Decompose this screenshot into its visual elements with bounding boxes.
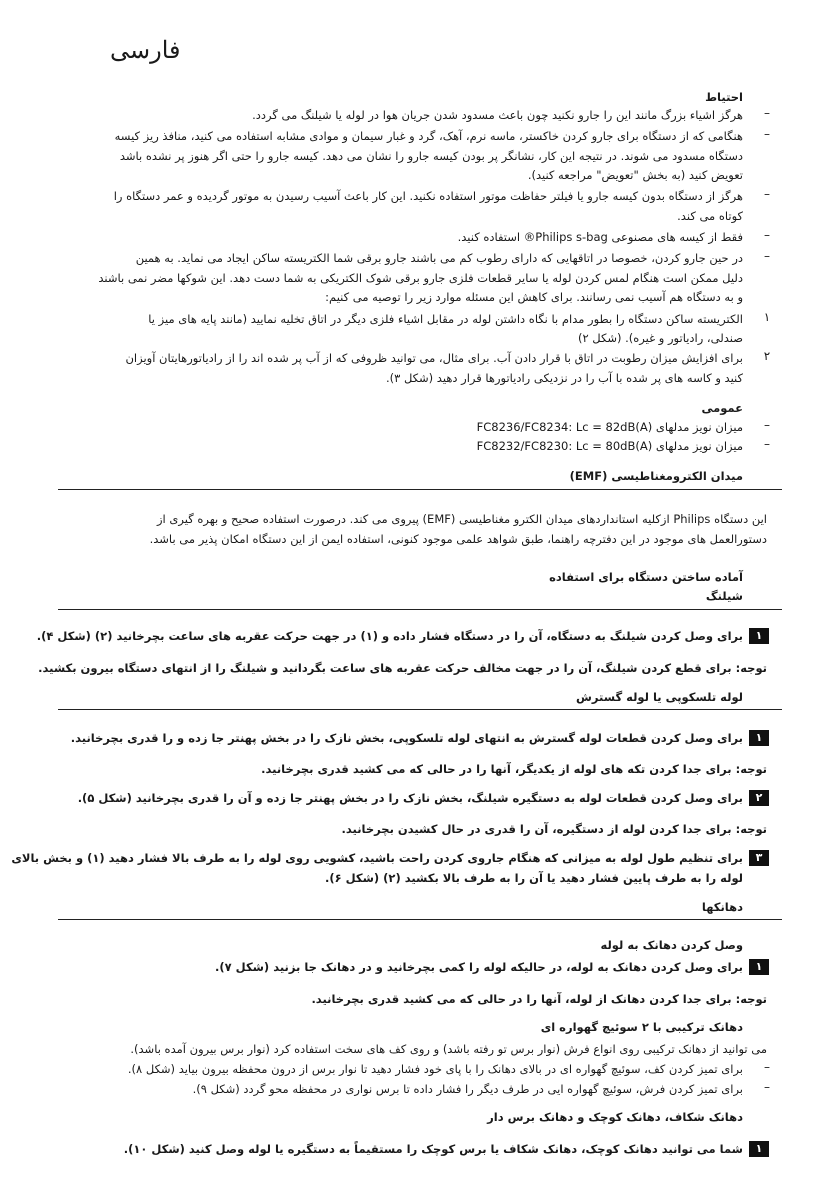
note-text: توجه: برای جدا کردن دهانک از لوله، آنها را در حالی که می کشید قدری بچرخانید. [311,992,767,1006]
step-number: ۳ [749,850,769,866]
note-text: توجه: برای قطع کردن شیلنگ، آن را در جهت مخالف حرکت عقربه های ساعت بگردانید و شیلنگ را از انتهای دستگاه بیرون بکشید. [38,661,767,675]
caution-text: کوتاه می کند. [677,209,743,223]
caution-text: صندلی، رادیاتور و غیره). (شکل ۲) [577,331,743,345]
caution-text: هرگز از دستگاه بدون کیسه جارو یا فیلتر حفاظت موتور استفاده نکنید. این کار باعث آسیب رسیدن به موتور گردیده و عمر دستگاه را [113,189,743,203]
list-marker: – [764,187,770,201]
combo-item-text: برای تمیز کردن فرش، سوئیچ گهواره ایی در طرف دیگر را فشار داده تا برس نواری در محفظه محو گردد (شکل ۹). [192,1082,743,1096]
connect-nozzle-heading: وصل کردن دهانک به لوله [600,938,743,952]
step-number: ۱ [749,730,769,746]
language-title: فارسی [110,36,181,64]
step-number: ۲ [749,790,769,806]
note-text: توجه: برای جدا کردن لوله از دستگیره، آن را قدری در حال کشیدن بچرخانید. [341,822,767,836]
step-text: لوله را به طرف پایین فشار دهید یا آن را به طرف بالا بکشید (۲) (شکل ۶). [324,871,743,885]
caution-heading: احتیاط [705,90,743,104]
list-marker: – [764,127,770,141]
prepare-heading: آماده ساختن دستگاه برای استفاده [549,570,743,584]
caution-text: دستگاه مسدود می شوند. در نتیجه این کار، نشانگر پر بودن کیسه جارو را نشان می دهد. کیسه جارو را حتی اگر هنوز پر نشده باشد [119,149,743,163]
list-marker: ۲ [763,349,771,363]
tube-heading: لوله تلسکوپی یا لوله گسترش [576,690,743,704]
caution-text: دلیل ممکن است هنگام لمس کردن لوله یا سایر قطعات فلزی جارو برقی شوک الکتریکی به شما دست دهد. این شوکها مضر نمی باشند [98,271,743,285]
caution-text: در حین جارو کردن، خصوصا در اتاقهایی که دارای رطوب کم می باشند جارو برقی شما الکتریسته ساکن ایجاد می نماید. به همین [135,251,743,265]
crevice-nozzle-heading: دهانک شکاف، دهانک کوچک و دهانک برس دار [487,1110,743,1124]
general-heading: عمومی [701,401,743,415]
caution-text: هنگامی که از دستگاه برای جارو کردن خاکستر، ماسه نرم، آهک، گرد و غبار سیمان و موادی مشابه استفاده می کنید، منافذ ریز کیسه [114,129,743,143]
section-divider [58,609,782,610]
step-number: ۱ [749,959,769,975]
section-divider [58,709,782,710]
list-marker: – [764,249,770,263]
list-marker: ۱ [763,310,771,324]
step-text: شما می توانید دهانک کوچک، دهانک شکاف یا برس کوچک را مستقیماً به دستگیره یا لوله وصل کنید (شکل ۱۰). [123,1142,743,1156]
caution-text: و به دستگاه هم آسیب نمی رسانند. برای کاهش این مسئله موارد زیر را توصیه می کنیم: [325,290,743,304]
list-marker: – [764,106,770,120]
step-text: برای وصل کردن قطعات لوله گسترش به انتهای لوله تلسکوپی، بخش نازک را در بخش پهنتر جا زده و را قدری بچرخانید. [70,731,743,745]
list-marker: – [764,418,770,432]
step-number: ۱ [749,628,769,644]
emf-text: دستورالعمل های موجود در این دفترچه راهنما، طبق شواهد علمی موجود کنونی، استفاده ایمن از این دستگاه امکان پذیر می باشد. [149,532,767,546]
combo-intro-text: می توانید از دهانک ترکیبی روی انواع فرش (نوار برس تو رفته باشد) و روی کف های سخت استفاده کرد (نوار برس بیرون آمده باشد). [130,1042,767,1056]
caution-text: کنید و کاسه های پر شده با آب را در نزدیکی رادیاتورها قرار دهید (شکل ۳). [385,371,743,385]
hose-heading: شیلنگ [705,589,743,603]
caution-text: هرگز اشیاء بزرگ مانند این را جارو نکنید چون باعث مسدود شدن جریان هوا در لوله یا شیلنگ می گردد. [252,108,743,122]
emf-text: این دستگاه Philips ازکلیه استانداردهای میدان الکترو مغناطیسی (EMF) پیروی می کند. درصورت استفاده صحیح و بهره گیری از [156,512,767,526]
list-marker: – [764,1060,770,1074]
caution-text: برای افزایش میزان رطوبت در اتاق با قرار دادن آب. برای مثال، می توانید ظروفی که از آب پر شده اند را از رادیاتورهایتان آویزان [125,351,743,365]
note-text: توجه: برای جدا کردن تکه های لوله از یکدیگر، آنها را در حالی که می کشید قدری بچرخانید. [261,762,767,776]
caution-text: تعویض کنید (به بخش "تعویض" مراجعه کنید). [527,168,743,182]
combo-item-text: برای تمیز کردن کف، سوئیچ گهواره ای در بالای دهانک را با پای خود فشار دهید تا نوار برس از درون محفظه بیرون بیاید (شکل ۸). [127,1062,743,1076]
noise-level-text: میزان نویز مدلهای FC8232/FC8230: Lc = 80dB(A) [476,439,743,453]
list-marker: – [764,437,770,451]
nozzles-heading: دهانکها [701,900,743,914]
step-text: برای وصل کردن دهانک به لوله، در حالیکه لوله را کمی بچرخانید و در دهانک جا بزنید (شکل ۷). [215,960,743,974]
step-text: برای تنظیم طول لوله به میزانی که هنگام جاروی کردن راحت باشید، کشویی روی لوله را به طرف بالا فشار دهید (۱) و بخش بالای [11,851,743,865]
section-divider [58,489,782,490]
list-marker: – [764,1080,770,1094]
emf-heading: میدان الکترومغناطیسی (EMF) [569,469,743,483]
step-number: ۱ [749,1141,769,1157]
step-text: برای وصل کردن قطعات لوله به دستگیره شیلنگ، بخش نازک را در بخش پهنتر جا زده و آن را قدری بچرخانید (شکل ۵). [77,791,743,805]
combo-nozzle-heading: دهانک ترکیبی با ۲ سوئیچ گهواره ای [540,1020,743,1034]
section-divider [58,919,782,920]
list-marker: – [764,228,770,242]
caution-text: فقط از کیسه های مصنوعی Philips s-bag® استفاده کنید. [457,230,743,244]
caution-text: الکتریسته ساکن دستگاه را بطور مدام با نگاه داشتن لوله در مقابل اشیاء فلزی دیگر در اتاق تخلیه نمایید (مانند پایه های میز یا [148,312,743,326]
noise-level-text: میزان نویز مدلهای FC8236/FC8234: Lc = 82dB(A) [476,420,743,434]
step-text: برای وصل کردن شیلنگ به دستگاه، آن را در دستگاه فشار داده و (۱) در جهت حرکت عقربه های ساعت بچرخانید (۲) (شکل ۴). [36,629,743,643]
